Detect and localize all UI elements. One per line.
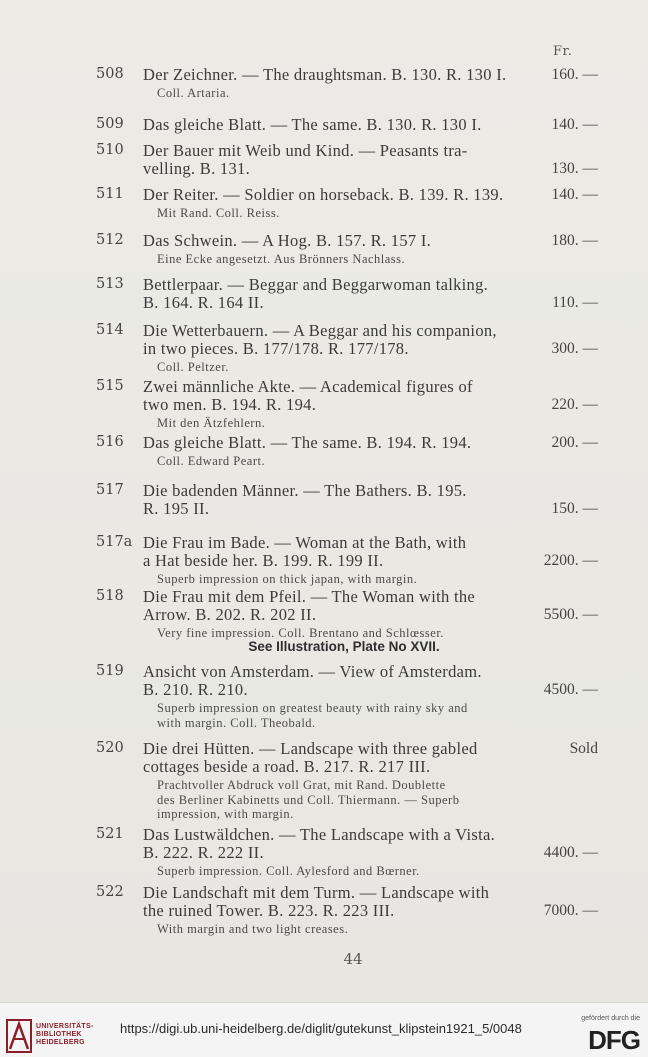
lot-title <box>143 740 478 776</box>
lot-price: 7000. — <box>543 902 598 919</box>
lot-title-line: Das gleiche Blatt. — The same. B. 194. R. 194. <box>143 433 472 452</box>
lot-number: 510 <box>96 142 124 158</box>
lot-title <box>143 232 431 250</box>
lot-note-line: Mit Rand. Coll. Reiss. <box>157 206 280 220</box>
lot-price: 150. — <box>551 500 598 517</box>
lot-price: 4500. — <box>543 681 598 698</box>
lot-note-line: Superb impression. Coll. Aylesford and Bœrner. <box>157 864 420 878</box>
lot-price: Sold <box>569 740 598 757</box>
lot-title-line: in two pieces. B. 177/178. R. 177/178. <box>143 339 409 358</box>
lot-note <box>157 360 229 375</box>
lot-title <box>143 588 475 624</box>
lot-note <box>157 864 420 879</box>
university-library-logo-icon <box>6 1019 32 1053</box>
lot-title-line: Die Frau mit dem Pfeil. — The Woman with the <box>143 587 476 606</box>
lot-title-line: Der Bauer mit Weib und Kind. — Peasants tra- <box>143 141 468 160</box>
lot-number: 517 <box>96 482 124 498</box>
lot-number: 509 <box>96 116 124 132</box>
lot-number: 508 <box>96 66 124 82</box>
lot-title-line: Der Zeichner. — The draughtsman. B. 130. R. 130 I. <box>143 65 507 84</box>
lot-price: 130. — <box>551 160 598 177</box>
lot-note-line: with margin. Coll. Theobald. <box>157 715 316 730</box>
lot-note-line: des Berliner Kabinetts und Coll. Thiermann. — Superb <box>157 792 460 807</box>
lot-note <box>157 416 265 431</box>
lot-number: 518 <box>96 588 124 604</box>
lot-note-line: With margin and two light creases. <box>157 922 349 936</box>
lot-price: 2200. — <box>543 552 598 569</box>
lot-title <box>143 663 482 699</box>
institution-line: UNIVERSITÄTS- <box>36 1023 94 1030</box>
lot-number: 515 <box>96 378 124 394</box>
lot-note-line: Very fine impression. Coll. Brentano and Schlœsser. <box>157 626 444 640</box>
permalink-url[interactable]: https://digi.ub.uni-heidelberg.de/diglit/gutekunst_klipstein1921_5/0048 <box>120 1021 522 1036</box>
lot-title-line: Zwei männliche Akte. — Academical figures of <box>143 377 473 396</box>
lot-title <box>143 826 495 862</box>
lot-number: 514 <box>96 322 124 338</box>
institution-line: BIBLIOTHEK <box>36 1031 82 1038</box>
lot-title-line: B. 164. R. 164 II. <box>143 293 264 312</box>
lot-note-line: Mit den Ätzfehlern. <box>157 416 266 430</box>
lot-title-line: Die drei Hütten. — Landscape with three gabled <box>143 739 478 758</box>
lot-title-line: Die badenden Männer. — The Bathers. B. 195. <box>143 481 467 500</box>
lot-title <box>143 534 466 570</box>
lot-number: 511 <box>96 186 124 202</box>
lot-price: 160. — <box>551 66 598 83</box>
lot-price: 180. — <box>551 232 598 249</box>
lot-title <box>143 434 471 452</box>
lot-title-line: Die Frau im Bade. — Woman at the Bath, with <box>143 533 467 552</box>
lot-note-line: Coll. Peltzer. <box>157 360 229 374</box>
lot-title-line: Das Schwein. — A Hog. B. 157. R. 157 I. <box>143 231 432 250</box>
lot-note-line: Superb impression on greatest beauty with rainy sky and <box>157 701 468 715</box>
lot-note <box>157 206 280 221</box>
lot-title-line: Ansicht von Amsterdam. — View of Amsterdam. <box>143 662 482 681</box>
sponsor-text: gefördert durch die <box>581 1015 640 1022</box>
lot-number: 522 <box>96 884 124 900</box>
lot-number: 519 <box>96 663 124 679</box>
lot-number: 521 <box>96 826 124 842</box>
lot-price: 110. — <box>552 294 598 311</box>
lot-title-line: Die Wetterbauern. — A Beggar and his companion, <box>143 321 497 340</box>
lot-note-line: Superb impression on thick japan, with margin. <box>157 572 418 586</box>
lot-title-line: velling. B. 131. <box>143 159 251 178</box>
lot-note <box>157 252 405 267</box>
lot-title <box>143 116 482 134</box>
lot-title-line: Der Reiter. — Soldier on horseback. B. 139. R. 139. <box>143 185 504 204</box>
lot-title-line: R. 195 II. <box>143 499 210 518</box>
currency-header: Fr. <box>553 44 573 59</box>
lot-title-line: B. 210. R. 210. <box>143 680 248 699</box>
lot-note-line: Eine Ecke angesetzt. Aus Brönners Nachlass. <box>157 252 406 266</box>
lot-title <box>143 142 468 178</box>
lot-note <box>157 572 417 587</box>
lot-title <box>143 884 489 920</box>
institution-line: HEIDELBERG <box>36 1039 85 1046</box>
institution-name <box>36 1023 94 1047</box>
dfg-logo: DFG <box>588 1025 640 1055</box>
lot-number: 520 <box>96 740 124 756</box>
lot-note <box>157 922 348 937</box>
lot-title-line: the ruined Tower. B. 223. R. 223 III. <box>143 901 395 920</box>
page-number: 44 <box>343 950 363 968</box>
lot-number: 512 <box>96 232 124 248</box>
lot-price: 4400. — <box>543 844 598 861</box>
lot-note <box>157 454 265 469</box>
lot-title-line: B. 222. R. 222 II. <box>143 843 264 862</box>
lot-number: 516 <box>96 434 124 450</box>
lot-title-line: two men. B. 194. R. 194. <box>143 395 317 414</box>
lot-note-line: Coll. Edward Peart. <box>157 454 266 468</box>
lot-note-line: Coll. Artaria. <box>157 86 230 100</box>
lot-title-line: cottages beside a road. B. 217. R. 217 III. <box>143 757 431 776</box>
lot-title-line: Das gleiche Blatt. — The same. B. 130. R. 130 I. <box>143 115 482 134</box>
lot-note-line: impression, with margin. <box>157 807 294 821</box>
lot-price: 5500. — <box>543 606 598 623</box>
lot-title-line: Das Lustwäldchen. — The Landscape with a Vista. <box>143 825 496 844</box>
lot-number: 517a <box>96 534 133 550</box>
viewer-footer <box>0 1002 648 1057</box>
lot-note <box>157 701 468 730</box>
lot-title-line: a Hat beside her. B. 199. R. 199 II. <box>143 551 384 570</box>
lot-title <box>143 482 467 518</box>
lot-title-line: Arrow. B. 202. R. 202 II. <box>143 605 317 624</box>
lot-title <box>143 276 488 312</box>
lot-price: 220. — <box>551 396 598 413</box>
lot-number: 513 <box>96 276 124 292</box>
lot-title-line: Bettlerpaar. — Beggar and Beggarwoman talking. <box>143 275 489 294</box>
lot-title <box>143 186 503 204</box>
lot-note <box>157 778 459 822</box>
lot-title <box>143 66 506 84</box>
lot-title <box>143 322 497 358</box>
lot-price: 200. — <box>551 434 598 451</box>
lot-note <box>157 86 230 101</box>
lot-price: 140. — <box>551 116 598 133</box>
lot-title <box>143 378 473 414</box>
lot-price: 140. — <box>551 186 598 203</box>
lot-price: 300. — <box>551 340 598 357</box>
lot-title-line: Die Landschaft mit dem Turm. — Landscape with <box>143 883 490 902</box>
lot-note-line: Prachtvoller Abdruck voll Grat, mit Rand. Doublette <box>157 778 446 792</box>
plate-caption: See Illustration, Plate No XVII. <box>248 639 440 654</box>
